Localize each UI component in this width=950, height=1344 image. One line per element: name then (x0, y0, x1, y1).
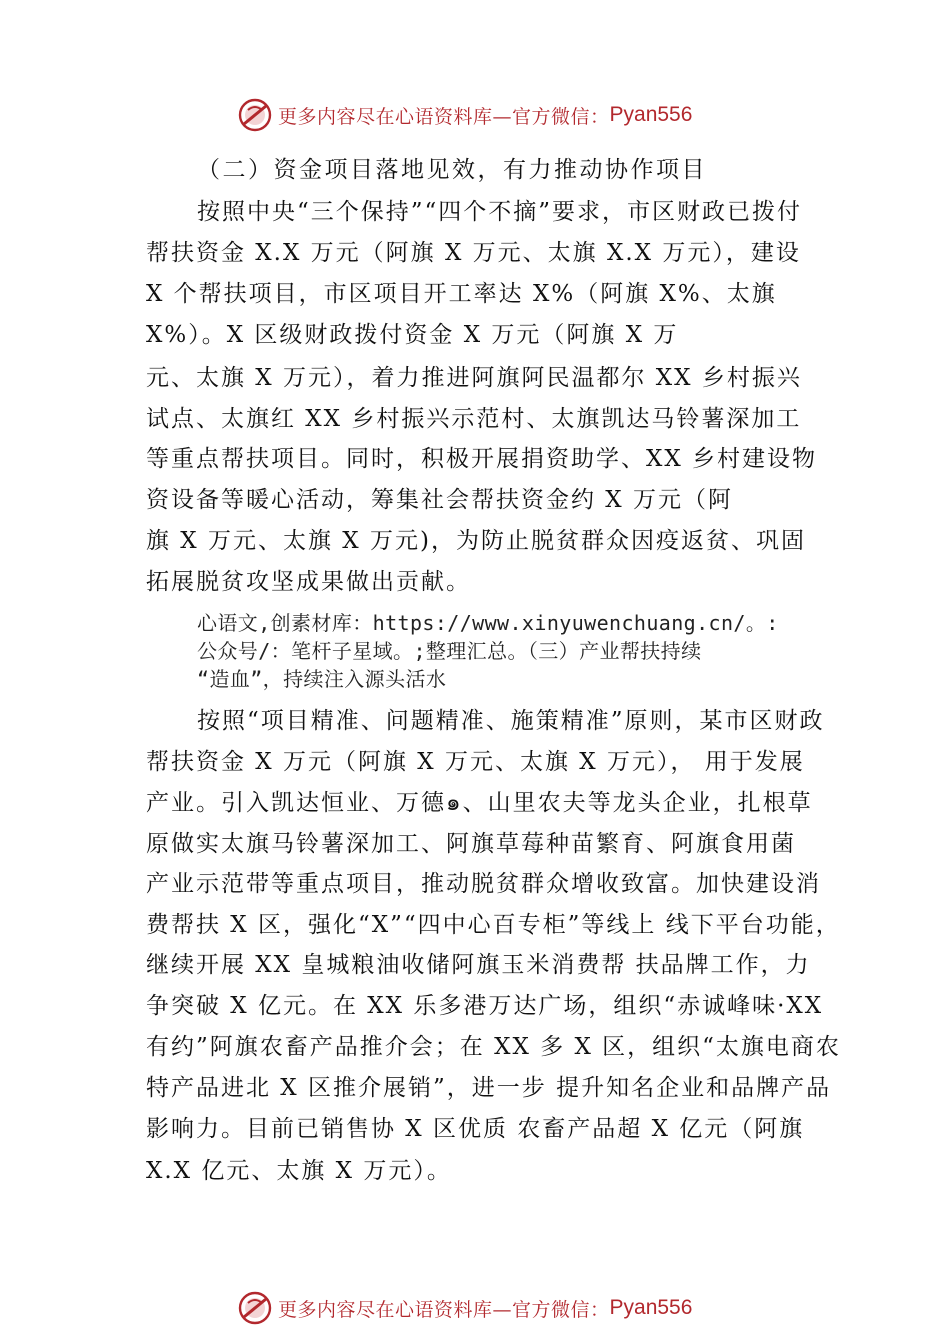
paragraph-line: 按照中央“三个保持”“四个不摘”要求，市区财政已拨付 (197, 199, 803, 225)
banner-text: 更多内容尽在心语资料库—官方微信： (278, 105, 610, 128)
footer-banner (238, 1290, 692, 1326)
banner-wechat-id: Pyan556 (609, 103, 693, 126)
paragraph-line: 按照“项目精准、问题精准、施策精准”原则，某市区财政 (197, 708, 825, 734)
brand-logo-icon (238, 98, 272, 132)
paragraph-line: 费帮扶 X 区，强化“X”“四中心百专柜”等线上 线下平台功能， (146, 912, 841, 938)
paragraph-line: 争突破 X 亿元。在 XX 乐多港万达广场，组织“赤诚峰味·XX (146, 993, 824, 1019)
paragraph-line: X%）。X 区级财政拨付资金 X 万元（阿旗 X 万 (146, 322, 679, 348)
watermark-line: 心语文,创素材库：https://www.xinyuwenchuang.cn/。: (197, 611, 779, 635)
banner-wechat-id: Pyan556 (609, 1296, 693, 1319)
paragraph-line: X 个帮扶项目，市区项目开工率达 X%（阿旗 X%、太旗 (146, 281, 777, 307)
paragraph-line: 继续开展 XX 皇城粮油收储阿旗玉米消费帮 扶品牌工作，力 (146, 952, 811, 978)
section-heading: （二）资金项目落地见效，有力推动协作项目 (197, 157, 707, 183)
paragraph-line: 帮扶资金 X.X 万元（阿旗 X 万元、太旗 X.X 万元），建设 (146, 240, 801, 266)
paragraph-line: 元、太旗 X 万元），着力推进阿旗阿民温都尔 XX 乡村振兴 (146, 365, 802, 391)
watermark-line: “造血”，持续注入源头活水 (197, 667, 447, 691)
paragraph-line: 试点、太旗红 XX 乡村振兴示范村、太旗凯达马铃薯深加工 (146, 406, 802, 432)
paragraph-line: 资设备等暖心活动，筹集社会帮扶资金约 X 万元（阿 (146, 487, 733, 513)
paragraph-line: 产业示范带等重点项目，推动脱贫群众增收致富。加快建设消 (146, 871, 821, 897)
brand-logo-icon (238, 1291, 272, 1325)
paragraph-line: 产业。引入凯达恒业、万德๑、山里农夫等龙头企业，扎根草 (146, 790, 813, 816)
paragraph-line: 拓展脱贫攻坚成果做出贡献。 (146, 569, 471, 595)
paragraph-line: 原做实太旗马铃薯深加工、阿旗草莓种苗繁育、阿旗食用菌 (146, 831, 796, 857)
paragraph-line: 特产品进北 X 区推介展销”，进一步 提升知名企业和品牌产品 (146, 1075, 832, 1101)
header-banner (238, 97, 692, 133)
paragraph-line: 旗 X 万元、太旗 X 万元)，为防止脱贫群众因疫返贫、巩固 (146, 528, 806, 554)
paragraph-line: 等重点帮扶项目。同时，积极开展捐资助学、XX 乡村建设物 (146, 446, 818, 472)
banner-text: 更多内容尽在心语资料库—官方微信： (278, 1298, 610, 1321)
paragraph-line: 帮扶资金 X 万元（阿旗 X 万元、太旗 X 万元）， 用于发展 (146, 749, 805, 775)
paragraph-line: 影响力。目前已销售协 X 区优质 农畜产品超 X 亿元（阿旗 (146, 1116, 805, 1142)
paragraph-line: X.X 亿元、太旗 X 万元）。 (146, 1158, 452, 1184)
paragraph-line: 有约”阿旗农畜产品推介会；在 XX 多 X 区，组织“太旗电商农 (146, 1034, 841, 1060)
watermark-line: 公众号/：笔杆子星域。;整理汇总。（三）产业帮扶持续 (197, 639, 702, 663)
